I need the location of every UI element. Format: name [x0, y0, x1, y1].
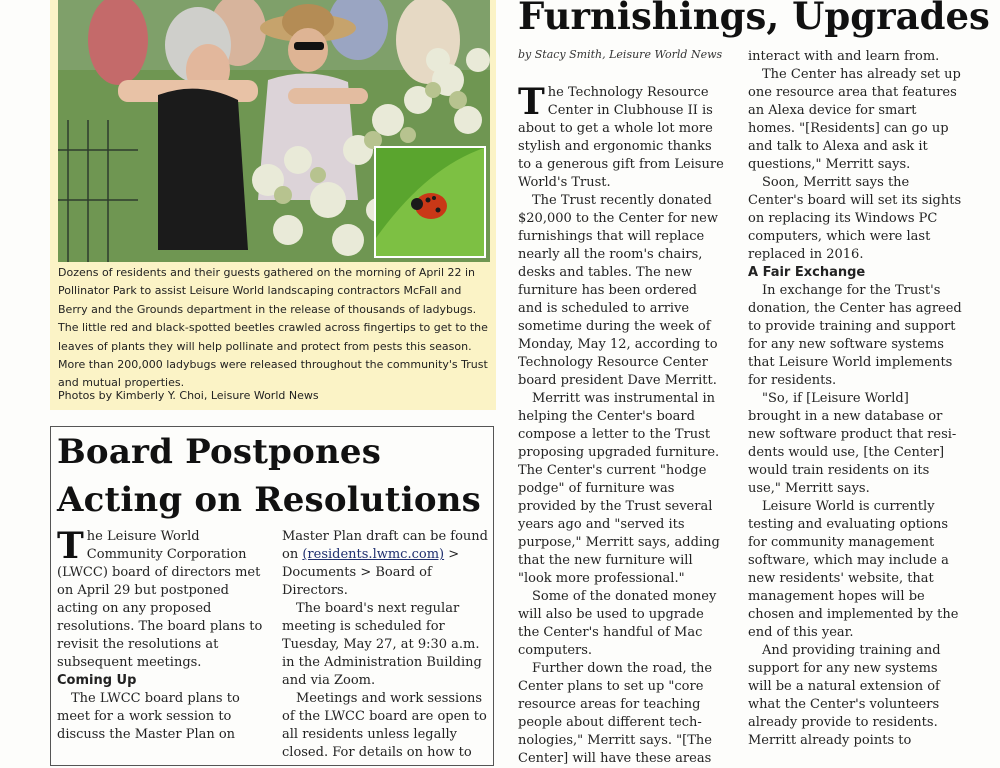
- board-story-column-1: [57, 525, 264, 744]
- paragraph: In exchange for the Trust's donation, the Center has agreed to provide training and support for any new software systems that Leisure World implements for residents.: [748, 283, 962, 388]
- caption-text: Dozens of residents and their guests gathered on the morning of April 22 in Pollinator Park to assist Leisure World landscaping contractors McFall and Berry and the Grounds department in the release of thousands of ladybugs. The little red and black-spotted beetles crawled across fingertips to get to the leaves of plants they will help pollinate and protect from pests this season. More than 200,000 ladybugs were released throughout the community's Trust and mutual properties.: [58, 266, 488, 390]
- paragraph: Further down the road, the Center plans to set up "core resource areas for teaching people about different tech-nologies," Merritt says. "[The Center] will have these areas: [518, 661, 713, 766]
- board-story-column-2: [282, 528, 488, 762]
- paragraph-text: Master Plan draft can be found on: [282, 529, 489, 562]
- paragraph: "So, if [Leisure World] brought in a new database or new software product that resi-dents would use, [the Center] would train residents on its use," Merritt says.: [748, 391, 957, 496]
- paragraph-text: he Technology Resource Center in Clubhouse II is about to get a whole lot more stylish and ergonomic thanks to a generous gift from Leisure World's Trust.: [518, 85, 724, 190]
- section-subhead: A Fair Exchange: [748, 265, 866, 280]
- tech-story-column-1: [518, 81, 724, 768]
- paragraph: Meetings and work sessions of the LWCC board are open to all residents unless legally closed. For details on how to: [282, 691, 487, 760]
- paragraph: Merritt was instrumental in helping the Center's board compose a letter to the Trust proposing upgraded furniture. The Center's current "hodge podge" of furniture was provided by the Trust several years ago and "served its purpose," Merritt says, adding that the new furniture will "look more professional.": [518, 391, 720, 586]
- drop-cap: T: [518, 81, 545, 123]
- tech-story-byline: by Stacy Smith, Leisure World News: [518, 48, 723, 61]
- paragraph-text: > Documents > Board of Directors.: [282, 547, 460, 598]
- board-story-headline: Board Postpones Acting on Resolutions: [57, 432, 481, 520]
- paragraph: Soon, Merritt says the Center's board will set its sights on replacing its Windows PC computers, which were last replaced in 2016.: [748, 175, 962, 262]
- paragraph-text: he Leisure World Community Corporation (LWCC) board of directors met on April 29 but postponed acting on any proposed resolutions. The board plans to revisit the resolutions at subsequent meetings.: [57, 529, 263, 670]
- paragraph: interact with and learn from.: [748, 49, 940, 64]
- paragraph: The Trust recently donated $20,000 to the Center for new furnishings that will replace nearly all the room's chairs, desks and tables. The new furniture has been ordered and is scheduled to arrive sometime during the week of Monday, May 12, according to Technology Resource Center board president Dave Merritt.: [518, 193, 718, 388]
- paragraph: [282, 528, 488, 600]
- photo-credit: Photos by Kimberly Y. Choi, Leisure World News: [58, 389, 319, 402]
- paragraph: Some of the donated money will also be used to upgrade the Center's handful of Mac computers.: [518, 589, 717, 658]
- tech-story-lead-paragraph: [518, 81, 724, 192]
- paragraph: The Center has already set up one resource area that features an Alexa device for smart homes. "[Residents] can go up and talk to Alexa and ask it questions," Merritt says.: [748, 67, 961, 172]
- board-story-lead-paragraph: [57, 525, 264, 672]
- paragraph: The board's next regular meeting is scheduled for Tuesday, May 27, at 9:30 a.m. in the Administration Building and via Zoom.: [282, 601, 482, 688]
- drop-cap: T: [57, 525, 84, 567]
- tech-story-column-2: [748, 48, 962, 750]
- section-subhead: Coming Up: [57, 673, 137, 688]
- residents-website-link[interactable]: (residents.lwmc.com): [302, 547, 445, 562]
- paragraph: Leisure World is currently testing and evaluating options for community management software, which may include a new residents' website, that management hopes will be chosen and implemented by the end of this year.: [748, 499, 959, 640]
- photo-caption: [58, 264, 490, 393]
- paragraph: The LWCC board plans to meet for a work session to discuss the Master Plan on: [57, 691, 240, 742]
- ladybug-inset-photo: [374, 146, 486, 258]
- tech-story-headline: Furnishings, Upgrades: [518, 0, 990, 38]
- paragraph: And providing training and support for any new systems will be a natural extension of what the Center's volunteers already provide to residents. Merritt already points to: [748, 643, 941, 748]
